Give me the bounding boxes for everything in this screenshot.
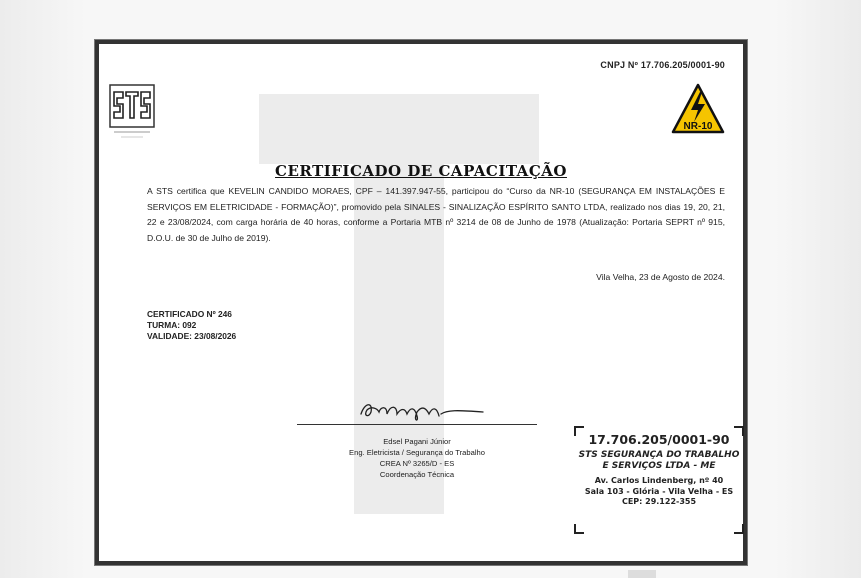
stamp-corner <box>574 524 584 534</box>
signer-crea: CREA Nº 3265/D - ES <box>379 459 455 468</box>
signer-block <box>287 436 547 480</box>
place-date: Vila Velha, 23 de Agosto de 2024. <box>596 272 725 282</box>
stamp-corner <box>734 426 744 436</box>
stamp-corner <box>734 524 744 534</box>
certificate-number: CERTIFICADO Nº 246 <box>147 309 232 319</box>
scanner-mark <box>628 570 656 578</box>
signature-line <box>297 424 537 425</box>
document-title: CERTIFICADO DE CAPACITAÇÃO <box>275 162 567 180</box>
sts-logo <box>109 84 155 142</box>
high-voltage-icon <box>671 82 725 136</box>
signer-name: Edsel Pagani Júnior <box>383 437 451 446</box>
stamp-corner <box>574 426 584 436</box>
certificate-validity: VALIDADE: 23/08/2026 <box>147 331 237 341</box>
signer-department: Coordenação Técnica <box>379 470 455 479</box>
nr10-label: NR-10 <box>683 121 713 132</box>
certificate-info <box>147 309 236 342</box>
handwritten-signature <box>357 396 487 422</box>
nr10-warning-badge <box>671 82 725 136</box>
stamp-cnpj: 17.706.205/0001-90 <box>588 432 730 447</box>
signer-role: Eng. Eletricista / Segurança do Trabalho <box>349 448 485 457</box>
stamp-company-line2: E SERVIÇOS LTDA - ME <box>602 461 716 471</box>
stamp-company <box>574 450 744 472</box>
stamp-address <box>574 476 744 508</box>
stamp-address-line2: Sala 103 - Glória - Vila Velha - ES <box>584 486 734 496</box>
certificate-body: A STS certifica que KEVELIN CANDIDO MORAES, CPF – 141.397.947-55, participou do “Curso da NR-10 (SEGURANÇA EM INSTALAÇÕES E SERVIÇOS EM ELETRICIDADE - FORMAÇÃO)”, promovido pela SINALES - SINALIZAÇÃO ESPÍRITO SANTO LTDA, realizado nos dias 19, 20, 21, 22 e 23/08/2024, com carga horária de 40 horas, conforme a Portaria MTB nº 3214 de 08 de Junho de 1978 (Atualização: Portaria SEPRT nº 915, D.O.U. de 30 de Julho de 2019). <box>147 186 725 243</box>
stamp-company-line1: STS SEGURANÇA DO TRABALHO <box>578 450 740 460</box>
company-stamp <box>574 426 744 534</box>
stamp-cep: CEP: 29.122-355 <box>621 497 697 506</box>
certificate-sheet <box>95 40 747 565</box>
header-cnpj: CNPJ Nº 17.706.205/0001-90 <box>600 60 725 70</box>
stamp-address-line1: Av. Carlos Lindenberg, nº 40 <box>594 476 724 485</box>
certificate-class: TURMA: 092 <box>147 320 197 330</box>
